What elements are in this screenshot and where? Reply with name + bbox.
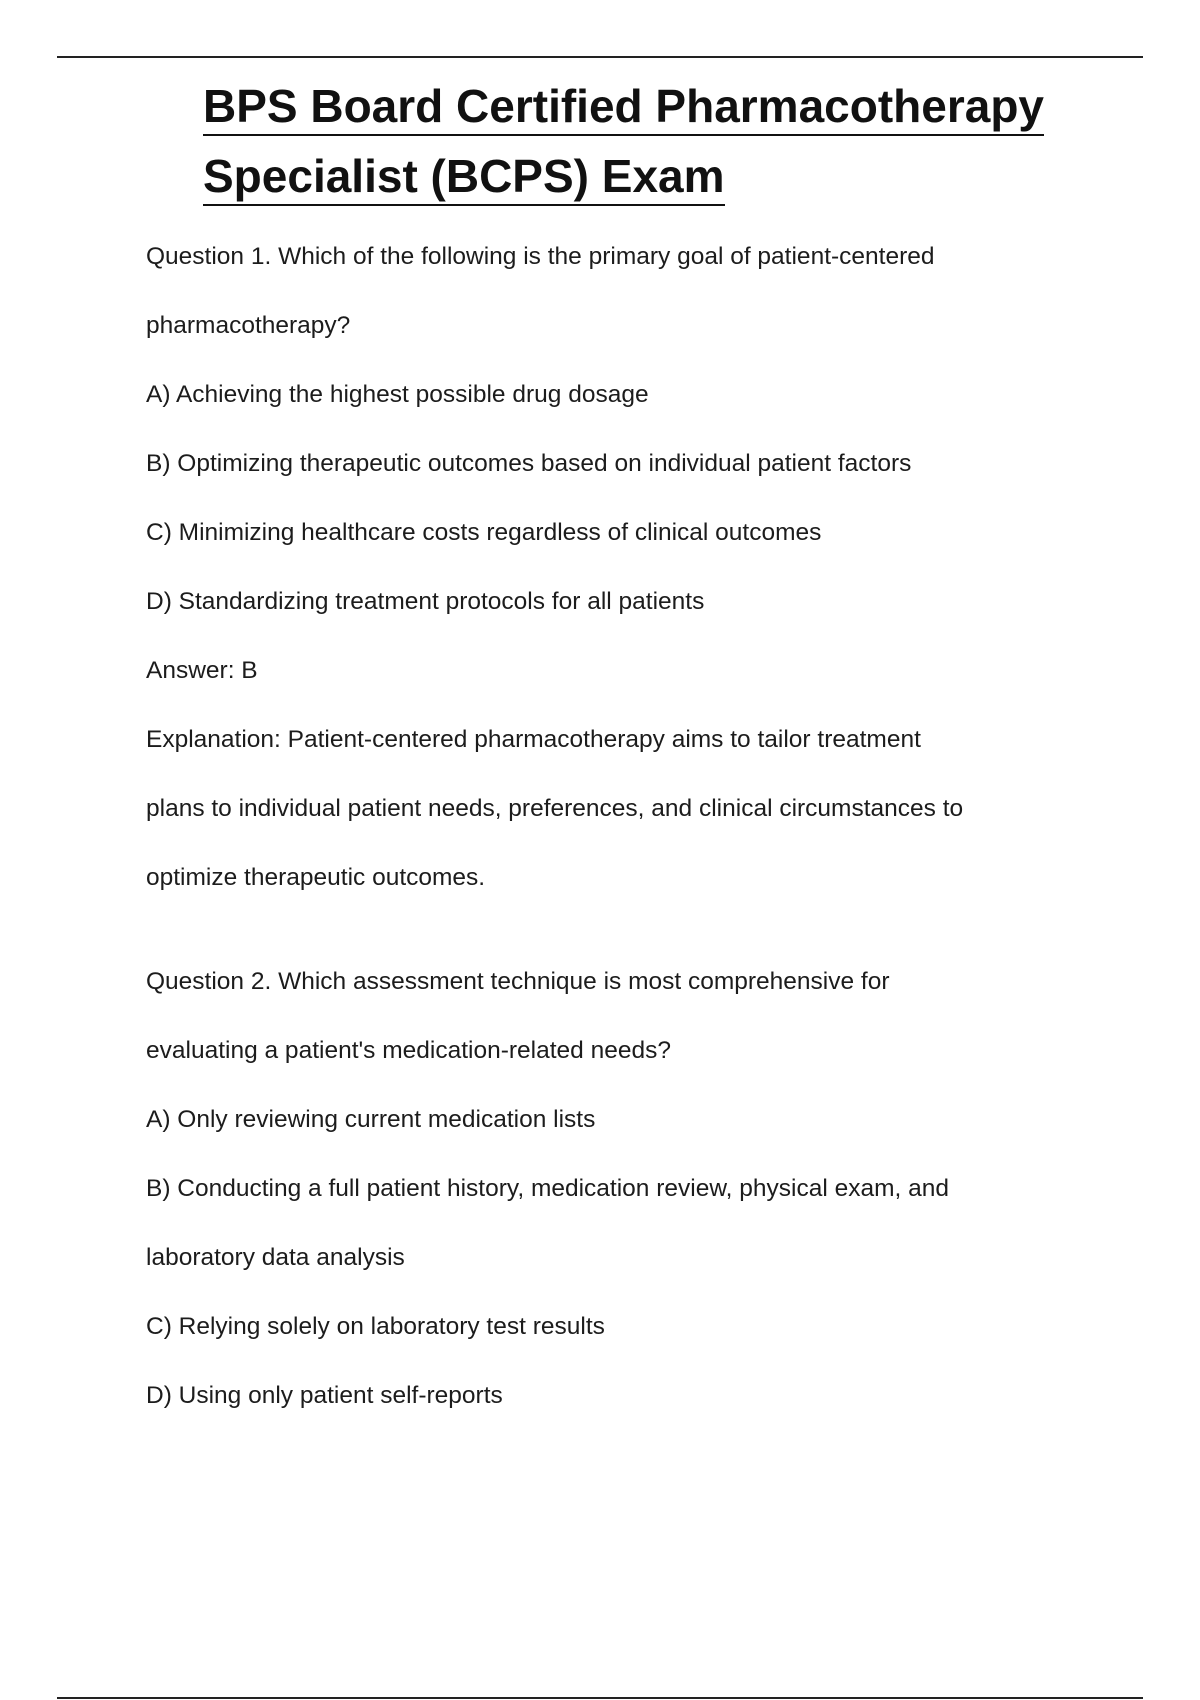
question-2-option-c: C) Relying solely on laboratory test results bbox=[146, 1313, 605, 1340]
page-title bbox=[203, 74, 1103, 208]
question-block-2 bbox=[146, 947, 1106, 1430]
question-1-text-line-2: pharmacotherapy? bbox=[146, 312, 351, 339]
header-rule bbox=[57, 56, 1143, 58]
question-1-explanation-line-1: Explanation: Patient-centered pharmacotherapy aims to tailor treatment bbox=[146, 726, 921, 753]
title-line-2: Specialist (BCPS) Exam bbox=[203, 148, 725, 206]
question-1-text-line-1: Question 1. Which of the following is the primary goal of patient-centered bbox=[146, 243, 935, 270]
question-separator bbox=[146, 912, 1106, 947]
question-block-1 bbox=[146, 222, 1106, 912]
question-2-option-b-line-2: laboratory data analysis bbox=[146, 1244, 405, 1271]
question-2-text-line-1: Question 2. Which assessment technique is most comprehensive for bbox=[146, 968, 890, 995]
question-1-option-b: B) Optimizing therapeutic outcomes based on individual patient factors bbox=[146, 450, 912, 477]
document-body bbox=[146, 222, 1106, 1430]
question-1-option-a: A) Achieving the highest possible drug dosage bbox=[146, 381, 649, 408]
question-1-explanation-line-3: optimize therapeutic outcomes. bbox=[146, 864, 486, 891]
title-line-1: BPS Board Certified Pharmacotherapy bbox=[203, 78, 1044, 136]
footer-rule bbox=[57, 1697, 1143, 1699]
question-2-option-a: A) Only reviewing current medication lists bbox=[146, 1106, 596, 1133]
question-2-text-line-2: evaluating a patient's medication-related needs? bbox=[146, 1037, 671, 1064]
question-2-option-b-line-1: B) Conducting a full patient history, medication review, physical exam, and bbox=[146, 1175, 950, 1202]
question-1-option-c: C) Minimizing healthcare costs regardless of clinical outcomes bbox=[146, 519, 822, 546]
question-1-explanation-line-2: plans to individual patient needs, preferences, and clinical circumstances to bbox=[146, 795, 964, 822]
question-1-answer: Answer: B bbox=[146, 657, 258, 684]
question-2-option-d: D) Using only patient self-reports bbox=[146, 1382, 503, 1409]
question-1-option-d: D) Standardizing treatment protocols for all patients bbox=[146, 588, 705, 615]
